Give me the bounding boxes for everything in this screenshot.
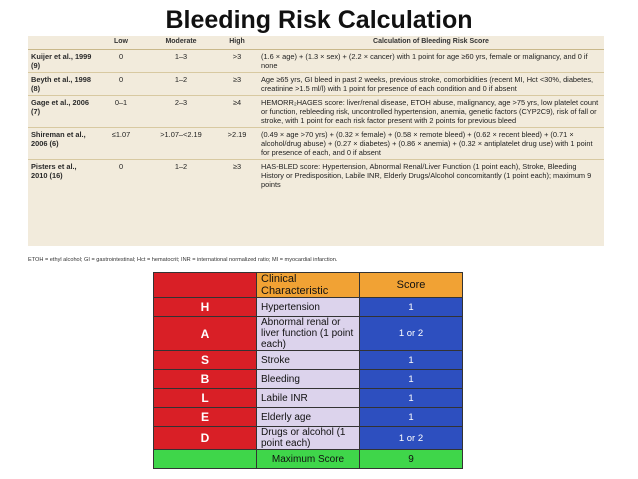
header-high: High <box>216 36 258 49</box>
row-moderate: 1–3 <box>146 49 216 72</box>
table-row <box>28 127 604 159</box>
hasbled-header-row <box>154 273 463 298</box>
table-row <box>28 72 604 95</box>
row-high: >2.19 <box>216 127 258 159</box>
max-score-value: 9 <box>360 450 463 469</box>
reference-header-row <box>28 36 604 49</box>
row-low: ≤1.07 <box>96 127 146 159</box>
row-calculation: HAS-BLED score: Hypertension, Abnormal Renal/Liver Function (1 point each), Stroke, Bleeding History or Predisposition, Labile INR, Elderly Drugs/Alcohol concomitantly (1 point each); maximum 9 points <box>261 161 592 189</box>
row-characteristic: Stroke <box>257 351 360 370</box>
row-score: 1 <box>360 298 463 317</box>
row-letter: D <box>154 427 257 450</box>
row-characteristic: Drugs or alcohol (1 point each) <box>257 427 360 450</box>
row-moderate: 1–2 <box>146 72 216 95</box>
header-calculation: Calculation of Bleeding Risk Score <box>258 36 604 49</box>
table-row <box>154 389 463 408</box>
row-low: 0–1 <box>96 95 146 127</box>
row-low: 0 <box>96 49 146 72</box>
row-source: Gage et al., 2006 (7) <box>28 95 96 127</box>
reference-table-panel <box>28 36 604 246</box>
row-high: ≥3 <box>232 161 242 171</box>
row-letter: L <box>154 389 257 408</box>
page-title: Bleeding Risk Calculation <box>165 6 473 34</box>
row-source: Beyth et al., 1998 (8) <box>28 72 96 95</box>
table-row <box>154 351 463 370</box>
row-score: 1 or 2 <box>360 427 463 450</box>
hasbled-table <box>153 272 463 469</box>
row-letter: H <box>154 298 257 317</box>
row-characteristic: Hypertension <box>257 298 360 317</box>
row-high: >3 <box>216 49 258 72</box>
table-row <box>28 95 604 127</box>
row-source: Shireman et al., 2006 (6) <box>28 127 96 159</box>
row-score: 1 <box>360 389 463 408</box>
row-low: 0 <box>96 72 146 95</box>
row-letter: B <box>154 370 257 389</box>
row-high: ≥4 <box>216 95 258 127</box>
row-score: 1 <box>360 408 463 427</box>
footnote: ETOH = ethyl alcohol; GI = gastrointestinal; Hct = hematocrit; INR = international normalized ratio; MI = myocardial infarction. <box>28 257 338 263</box>
row-source: Pisters et al., 2010 (16) <box>31 161 77 180</box>
reference-table <box>28 36 604 191</box>
max-score-label: Maximum Score <box>257 450 360 469</box>
row-score: 1 or 2 <box>360 317 463 351</box>
row-calculation: Age ≥65 yrs, GI bleed in past 2 weeks, previous stroke, comorbidities (recent MI, Hct <30%, diabetes, creatinine >1.5 ml/l) with 1 point for presence of each condition and 0 if absent <box>258 72 604 95</box>
table-row <box>28 159 604 191</box>
row-score: 1 <box>360 351 463 370</box>
table-row <box>154 370 463 389</box>
header-score: Score <box>360 273 463 298</box>
row-source: Kuijer et al., 1999 (9) <box>28 49 96 72</box>
row-characteristic: Abnormal renal or liver function (1 point each) <box>257 317 360 351</box>
header-source <box>28 36 96 49</box>
row-characteristic: Labile INR <box>257 389 360 408</box>
row-calculation: (1.6 × age) + (1.3 × sex) + (2.2 × cancer) with 1 point for age ≥60 yrs, female or malignancy, and 0 if none <box>258 49 604 72</box>
table-row <box>154 298 463 317</box>
row-characteristic: Bleeding <box>257 370 360 389</box>
row-score: 1 <box>360 370 463 389</box>
table-row <box>28 49 604 72</box>
header-moderate: Moderate <box>146 36 216 49</box>
header-low: Low <box>96 36 146 49</box>
row-calculation: HEMORR₂HAGES score: liver/renal disease, ETOH abuse, malignancy, age >75 yrs, low platelet count or function, rebleeding risk, uncontrolled hypertension, anemia, genetic factors (CYP2C9), risk of fall or stroke, with 1 point for each risk factor present with 2 points for previous bleed <box>258 95 604 127</box>
max-letter-cell <box>154 450 257 469</box>
row-moderate: 2–3 <box>146 95 216 127</box>
header-characteristic: Clinical Characteristic <box>257 273 360 298</box>
row-low: 0 <box>118 161 124 171</box>
row-letter: E <box>154 408 257 427</box>
row-moderate: >1.07–<2.19 <box>146 127 216 159</box>
table-row <box>154 427 463 450</box>
row-high: ≥3 <box>216 72 258 95</box>
row-letter: S <box>154 351 257 370</box>
table-row <box>154 317 463 351</box>
hasbled-max-row <box>154 450 463 469</box>
row-moderate: 1–2 <box>174 161 188 171</box>
table-row <box>154 408 463 427</box>
row-calculation: (0.49 × age >70 yrs) + (0.32 × female) + (0.58 × remote bleed) + (0.62 × recent bleed) + (0.71 × alcohol/drug abuse) + (0.27 × diabetes) + (0.86 × anemia) + (0.32 × antiplatelet drug use) with 1 point for presence of each, and 0 if absent <box>258 127 604 159</box>
row-letter: A <box>154 317 257 351</box>
header-letter-cell <box>154 273 257 298</box>
row-characteristic: Elderly age <box>257 408 360 427</box>
